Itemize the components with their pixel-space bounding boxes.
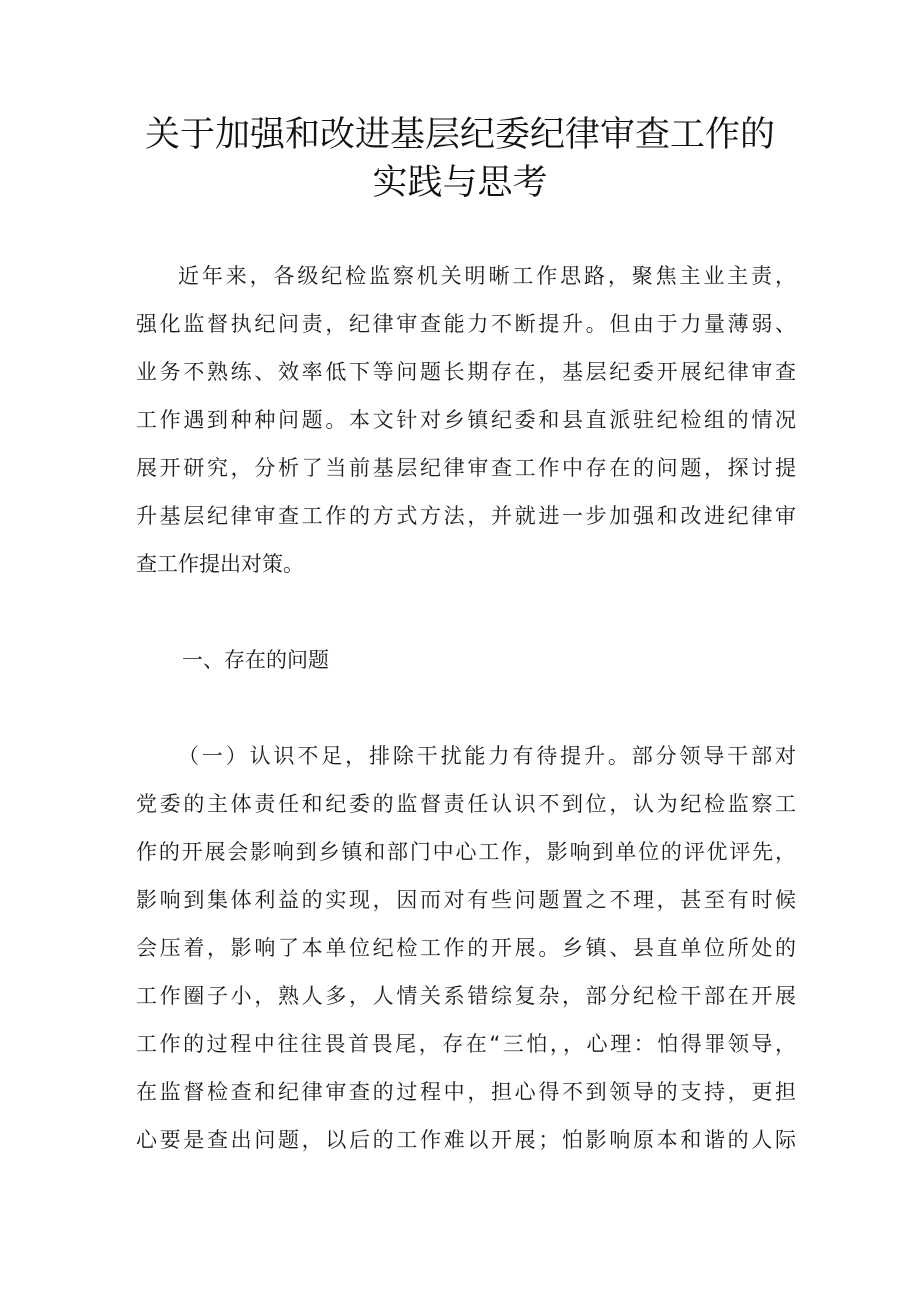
body-paragraph-line: 影响到集体利益的实现，因而对有些问题置之不理，甚至有时候 — [136, 888, 796, 912]
body-paragraph-line: 党委的主体责任和纪委的监督责任认识不到位，认为纪检监察工 — [136, 792, 796, 816]
body-paragraph-line: 心要是查出问题，以后的工作难以开展；怕影响原本和谐的人际 — [136, 1128, 796, 1152]
body-paragraph-line: 会压着，影响了本单位纪检工作的开展。乡镇、县直单位所处的 — [136, 936, 796, 960]
document-title-line-1: 关于加强和改进基层纪委纪律审查工作的 — [144, 115, 775, 155]
body-paragraph-line: 在监督检查和纪律审查的过程中，担心得不到领导的支持，更担 — [136, 1080, 796, 1104]
intro-paragraph-line: 升基层纪律审查工作的方式方法，并就进一步加强和改进纪律审 — [136, 504, 796, 528]
intro-paragraph-line: 近年来，各级纪检监察机关明晰工作思路，聚焦主业主责， — [178, 264, 796, 288]
section-heading: 一、存在的问题 — [182, 648, 329, 672]
intro-paragraph-line: 工作遇到种种问题。本文针对乡镇纪委和县直派驻纪检组的情况 — [136, 408, 796, 432]
body-paragraph-line: （一）认识不足，排除干扰能力有待提升。部分领导干部对 — [178, 744, 796, 768]
document-title-line-2: 实践与思考 — [372, 163, 548, 203]
body-paragraph-line: 作的开展会影响到乡镇和部门中心工作，影响到单位的评优评先， — [136, 840, 796, 864]
body-paragraph-line: 工作的过程中往往畏首畏尾，存在“三怕，，心理：怕得罪领导， — [136, 1032, 796, 1056]
intro-paragraph-line: 业务不熟练、效率低下等问题长期存在，基层纪委开展纪律审查 — [136, 360, 796, 384]
body-paragraph-line: 工作圈子小，熟人多，人情关系错综复杂，部分纪检干部在开展 — [136, 984, 796, 1008]
intro-paragraph-line: 查工作提出对策。 — [136, 552, 304, 576]
intro-paragraph-line: 展开研究，分析了当前基层纪律审查工作中存在的问题，探讨提 — [136, 456, 796, 480]
intro-paragraph-line: 强化监督执纪问责，纪律审查能力不断提升。但由于力量薄弱、 — [136, 312, 796, 336]
